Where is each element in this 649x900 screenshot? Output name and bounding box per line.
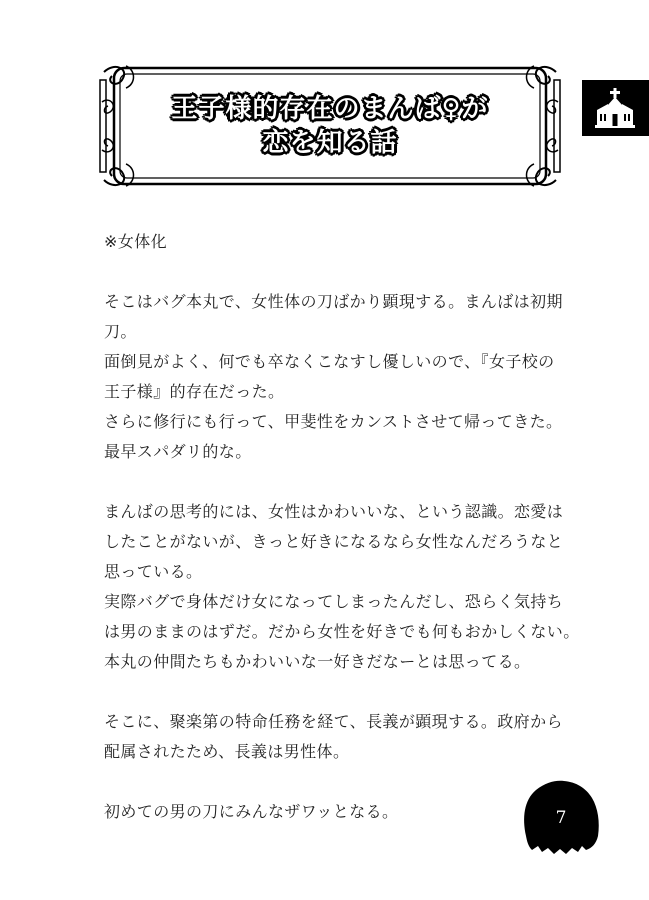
title-line-1: 王子様的存在のまんば♀が — [171, 94, 489, 124]
blank-line — [104, 257, 584, 287]
text-line: 思っている。 — [104, 562, 203, 581]
church-icon — [593, 88, 637, 128]
text-line: 配属されたため、長義は男性体。 — [104, 742, 350, 761]
blank-line — [104, 677, 584, 707]
text-line: は男のままのはずだ。だから女性を好きでも何もおかしくない。 — [104, 622, 580, 641]
blank-line — [104, 467, 584, 497]
text-line: したことがないが、きっと好きになるなら女性なんだろうなと — [104, 532, 564, 551]
body-text — [104, 227, 584, 827]
page-number-badge — [520, 778, 602, 858]
chapter-tab — [582, 80, 649, 136]
text-line: 刀。 — [104, 322, 137, 341]
title-frame — [96, 62, 564, 190]
page-title — [96, 92, 564, 160]
text-line: そこはバグ本丸で、女性体の刀ばかり顕現する。まんばは初期 — [104, 292, 563, 311]
text-line: そこに、聚楽第の特命任務を経て、長義が顕現する。政府から — [104, 712, 563, 731]
text-line: ※女体化 — [104, 232, 168, 251]
text-line: さらに修行にも行って、甲斐性をカンストさせて帰ってきた。 — [104, 412, 563, 431]
text-line: 最早スパダリ的な。 — [104, 442, 252, 461]
text-line: 面倒見がよく、何でも卒なくこなすし優しいので、『女子校の — [104, 352, 555, 371]
text-line: 実際バグで身体だけ女になってしまったんだし、恐らく気持ち — [104, 592, 564, 611]
blank-line — [104, 767, 584, 797]
text-line: 初めての男の刀にみんなザワッとなる。 — [104, 802, 399, 821]
text-line: 本丸の仲間たちもかわいいな一好きだなーとは思ってる。 — [104, 652, 531, 671]
title-line-2: 恋を知る話 — [262, 128, 398, 158]
page-number: 7 — [555, 808, 567, 828]
text-line: まんばの思考的には、女性はかわいいな、という認識。恋愛は — [104, 502, 564, 521]
text-line: 王子様』的存在だった。 — [104, 382, 285, 401]
